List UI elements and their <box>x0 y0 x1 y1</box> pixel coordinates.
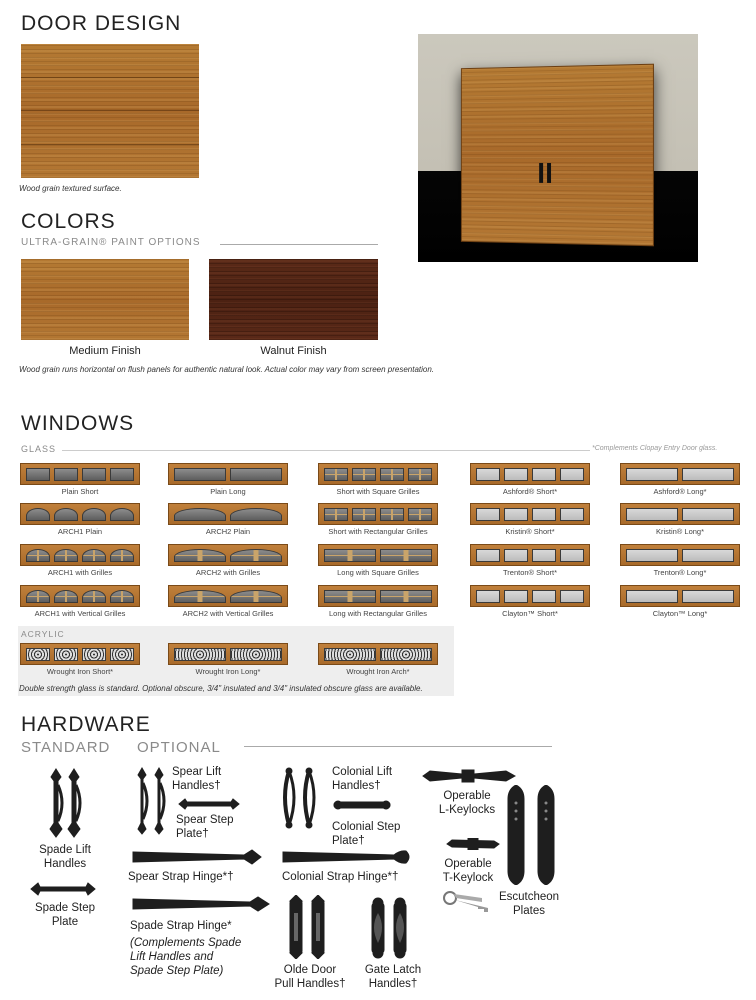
wrought-iron-pane <box>26 648 50 661</box>
window-thumb <box>470 503 590 525</box>
window-thumb <box>168 503 288 525</box>
window-label: Kristin® Short* <box>505 527 555 536</box>
standard-label: STANDARD <box>21 739 111 756</box>
colors-rule <box>220 244 378 245</box>
spade-step-plate-icon <box>30 882 96 896</box>
door-design-title: DOOR DESIGN <box>21 12 182 35</box>
window-pane <box>54 508 78 521</box>
window-pane <box>26 590 50 603</box>
window-label: Short with Rectangular Grilles <box>328 527 428 536</box>
spade-strap-hinge-icon <box>132 896 270 912</box>
window-thumb <box>620 503 740 525</box>
swatch-label-medium: Medium Finish <box>69 345 141 357</box>
spear-step-label: Spear Step Plate† <box>176 814 234 840</box>
window-thumb <box>318 544 438 566</box>
window-label: Long with Rectangular Grilles <box>329 609 427 618</box>
window-label: ARCH2 with Vertical Grilles <box>182 609 274 618</box>
acrylic-window-thumb <box>318 643 438 665</box>
window-pane <box>532 549 556 562</box>
window-pane <box>174 549 226 562</box>
spear-strap-label: Spear Strap Hinge*† <box>128 871 234 883</box>
window-pane <box>626 468 678 481</box>
window-label: ARCH1 with Vertical Grilles <box>34 609 126 618</box>
escutcheon-label: Escutcheon Plates <box>498 891 560 917</box>
window-pane <box>110 468 134 481</box>
swatch-walnut-finish <box>209 259 378 340</box>
acrylic-window-label: Wrought Iron Long* <box>195 667 261 676</box>
window-label: Ashford® Long* <box>653 487 707 496</box>
window-pane <box>380 590 432 603</box>
colors-note: Wood grain runs horizontal on flush panels for authentic natural look. Actual color may vary from screen presentation. <box>19 365 435 374</box>
garage-door-photo <box>418 34 698 262</box>
spear-strap-hinge-icon <box>132 849 262 865</box>
window-pane <box>532 590 556 603</box>
window-thumb <box>168 463 288 485</box>
window-pane <box>504 468 528 481</box>
window-label: Trenton® Long* <box>653 568 707 577</box>
window-thumb <box>318 585 438 607</box>
window-pane <box>174 508 226 521</box>
window-thumb <box>20 463 140 485</box>
window-pane <box>560 590 584 603</box>
window-pane <box>380 549 432 562</box>
window-pane <box>476 549 500 562</box>
gate-latch-handles-icon <box>368 897 412 959</box>
wrought-iron-pane <box>324 648 376 661</box>
window-pane <box>626 590 678 603</box>
colonial-step-plate-icon <box>333 798 391 812</box>
wood-grain-sample <box>21 44 199 178</box>
optional-label: OPTIONAL <box>137 739 221 756</box>
acrylic-window-label: Wrought Iron Arch* <box>346 667 410 676</box>
window-pane <box>504 590 528 603</box>
door-design-caption: Wood grain textured surface. <box>19 184 122 193</box>
window-pane <box>532 508 556 521</box>
window-pane <box>682 468 734 481</box>
window-thumb <box>470 544 590 566</box>
window-pane <box>324 590 376 603</box>
colonial-strap-label: Colonial Strap Hinge*† <box>282 871 399 883</box>
window-pane <box>626 549 678 562</box>
colonial-lift-handles-icon <box>282 767 322 829</box>
colonial-lift-label: Colonial Lift Handles† <box>332 766 393 792</box>
window-pane <box>352 468 376 481</box>
colors-title: COLORS <box>21 210 116 233</box>
escutcheon-plates-icon <box>504 785 560 885</box>
window-thumb <box>318 463 438 485</box>
window-pane <box>230 508 282 521</box>
window-pane <box>110 590 134 603</box>
window-pane <box>26 468 50 481</box>
hardware-title: HARDWARE <box>21 713 151 736</box>
gate-latch-label: Gate Latch Handles† <box>364 964 422 990</box>
window-pane <box>324 468 348 481</box>
window-label: ARCH1 with Grilles <box>47 568 113 577</box>
acrylic-window-thumb <box>168 643 288 665</box>
window-pane <box>324 508 348 521</box>
window-thumb <box>620 544 740 566</box>
olde-door-label: Olde Door Pull Handles† <box>274 964 346 990</box>
spear-lift-label: Spear Lift Handles† <box>172 766 222 792</box>
colonial-step-label: Colonial Step Plate† <box>332 821 401 847</box>
window-label: ARCH2 Plain <box>205 527 251 536</box>
window-pane <box>380 468 404 481</box>
window-pane <box>504 508 528 521</box>
spear-step-plate-icon <box>178 798 240 810</box>
window-pane <box>476 468 500 481</box>
wrought-iron-pane <box>380 648 432 661</box>
window-thumb <box>168 585 288 607</box>
window-pane <box>230 549 282 562</box>
window-pane <box>476 590 500 603</box>
glass-rule <box>62 450 590 451</box>
windows-title: WINDOWS <box>21 412 135 435</box>
window-thumb <box>20 544 140 566</box>
keys-icon <box>442 890 492 914</box>
window-pane <box>682 508 734 521</box>
window-pane <box>408 468 432 481</box>
window-pane <box>174 468 226 481</box>
window-pane <box>82 549 106 562</box>
t-keylock-label: Operable T-Keylock <box>442 858 494 884</box>
window-pane <box>26 549 50 562</box>
window-label: Clayton™ Long* <box>652 609 708 618</box>
window-pane <box>560 549 584 562</box>
window-label: Plain Short <box>61 487 99 496</box>
spade-lift-label: Spade Lift Handles <box>39 844 91 870</box>
window-pane <box>532 468 556 481</box>
window-pane <box>408 508 432 521</box>
window-thumb <box>620 463 740 485</box>
window-thumb <box>470 463 590 485</box>
window-pane <box>560 508 584 521</box>
l-keylocks-label: Operable L-Keylocks <box>438 790 496 816</box>
window-pane <box>26 508 50 521</box>
wrought-iron-pane <box>230 648 282 661</box>
acrylic-window-label: Wrought Iron Short* <box>46 667 114 676</box>
window-thumb <box>20 585 140 607</box>
window-pane <box>324 549 376 562</box>
window-label: Plain Long <box>210 487 246 496</box>
wrought-iron-pane <box>110 648 134 661</box>
wrought-iron-pane <box>82 648 106 661</box>
l-keylock-icon <box>422 768 516 784</box>
olde-door-pull-handles-icon <box>286 895 330 959</box>
window-pane <box>626 508 678 521</box>
window-pane <box>54 590 78 603</box>
window-pane <box>682 549 734 562</box>
window-pane <box>82 590 106 603</box>
window-pane <box>352 508 376 521</box>
window-label: Clayton™ Short* <box>502 609 558 618</box>
window-pane <box>110 508 134 521</box>
hardware-rule <box>244 746 552 747</box>
spade-strap-label: Spade Strap Hinge* <box>130 920 232 932</box>
door-handle-right <box>547 163 551 183</box>
t-keylock-icon <box>446 838 500 850</box>
window-label: Ashford® Short* <box>502 487 558 496</box>
spear-lift-handles-icon <box>134 767 170 835</box>
window-thumb <box>470 585 590 607</box>
window-pane <box>54 468 78 481</box>
glass-label: GLASS <box>21 444 57 454</box>
window-thumb <box>168 544 288 566</box>
window-label: Kristin® Long* <box>655 527 705 536</box>
spade-step-label: Spade Step Plate <box>34 902 96 928</box>
window-thumb <box>620 585 740 607</box>
colors-subtitle: ULTRA-GRAIN® PAINT OPTIONS <box>21 237 201 248</box>
window-thumb <box>20 503 140 525</box>
window-pane <box>230 590 282 603</box>
swatch-medium-finish <box>21 259 189 340</box>
window-label: Long with Square Grilles <box>337 568 419 577</box>
window-label: ARCH2 with Grilles <box>195 568 261 577</box>
swatch-label-walnut: Walnut Finish <box>260 345 327 357</box>
window-pane <box>682 590 734 603</box>
acrylic-window-thumb <box>20 643 140 665</box>
window-pane <box>82 468 106 481</box>
colonial-strap-hinge-icon <box>282 849 412 865</box>
window-pane <box>560 468 584 481</box>
window-thumb <box>318 503 438 525</box>
window-pane <box>504 549 528 562</box>
door-handle-left <box>539 163 543 183</box>
windows-note: Double strength glass is standard. Optional obscure, 3/4" insulated and 3/4" insulated obscure glass are available. <box>19 684 423 693</box>
window-label: Short with Square Grilles <box>336 487 420 496</box>
window-label: ARCH1 Plain <box>57 527 103 536</box>
window-pane <box>174 590 226 603</box>
window-pane <box>82 508 106 521</box>
spade-lift-handles-icon <box>48 767 84 839</box>
window-pane <box>380 508 404 521</box>
window-pane <box>110 549 134 562</box>
garage-door <box>461 64 654 247</box>
window-pane <box>230 468 282 481</box>
wrought-iron-pane <box>174 648 226 661</box>
window-pane <box>476 508 500 521</box>
glass-note: *Complements Clopay Entry Door glass. <box>592 445 718 452</box>
acrylic-label: ACRYLIC <box>21 629 65 639</box>
spade-strap-note: (Complements Spade Lift Handles and Spade Step Plate) <box>130 937 242 977</box>
wrought-iron-pane <box>54 648 78 661</box>
window-pane <box>54 549 78 562</box>
window-label: Trenton® Short* <box>502 568 558 577</box>
